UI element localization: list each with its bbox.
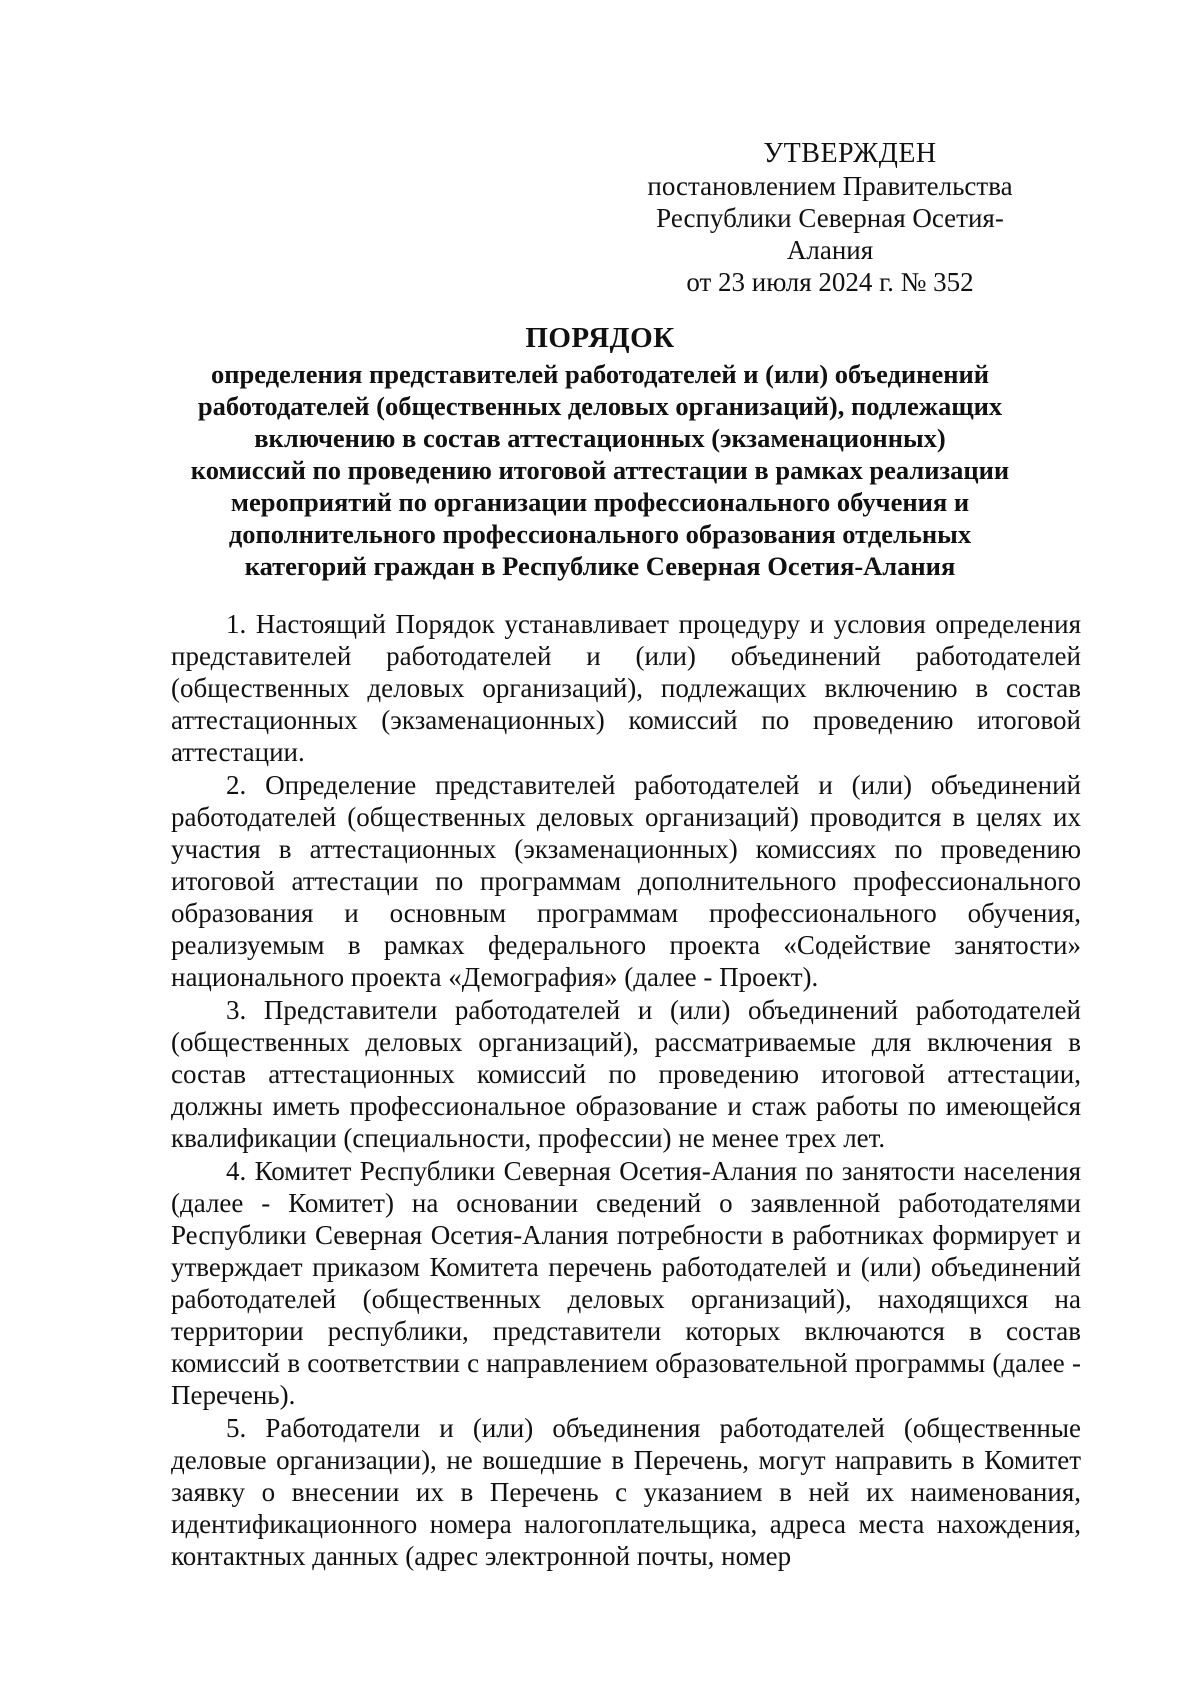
- paragraph-3: 3. Представители работодателей и (или) объединений работодателей (общественных деловых организаций), рассматриваемые для включения в состав аттестационных комиссий по проведению итоговой аттестации, должны иметь профессиональное образование и стаж работы по имеющейся квалификации (специальности, профессии) не менее трех лет.: [171, 995, 1081, 1153]
- subtitle-line: категорий граждан в Республике Северная Осетия-Алания: [244, 551, 956, 581]
- subtitle-line: комиссий по проведению итоговой аттестации в рамках реализации: [190, 455, 1010, 485]
- subtitle-line: дополнительного профессионального образования отдельных: [228, 519, 972, 549]
- paragraph-4: 4. Комитет Республики Северная Осетия-Алания по занятости населения (далее - Комитет) на основании сведений о заявленной работодателями Республики Северная Осетия-Алания потребности в работниках формирует и утверждает приказом Комитета перечень работодателей и (или) объединений работодателей (общественных деловых организаций), находящихся на территории республики, представители которых включаются в состав комиссий в соответствии с направлением образовательной программы (далее - Перечень).: [171, 1156, 1081, 1410]
- paragraph-2: 2. Определение представителей работодателей и (или) объединений работодателей (общественных деловых организаций) проводится в целях их участия в аттестационных (экзаменационных) комиссиях по проведению итоговой аттестации по программам дополнительного профессионального образования и основным программам профессионального обучения, реализуемым в рамках федерального проекта «Содействие занятости» национального проекта «Демография» (далее - Проект).: [171, 770, 1081, 992]
- document-body: [171, 608, 1081, 1572]
- approval-stamp-block: [620, 138, 1040, 298]
- document-title: ПОРЯДОК: [525, 322, 675, 354]
- approval-line-republic: Республики Северная Осетия-Алания: [656, 203, 1004, 265]
- document-subtitle: [160, 358, 1040, 582]
- paragraph-5: 5. Работодатели и (или) объединения работодателей (общественные деловые организации), не вошедшие в Перечень, могут направить в Комитет заявку о внесении их в Перечень с указанием в ней их наименования, идентификационного номера налогоплательщика, адреса места нахождения, контактных данных (адрес электронной почты, номер: [171, 1413, 1081, 1571]
- subtitle-line: включению в состав аттестационных (экзаменационных): [254, 423, 946, 453]
- approval-heading: УТВЕРЖДЕН: [763, 138, 937, 169]
- approval-line-date: от 23 июля 2024 г. № 352: [686, 267, 974, 297]
- document-title-block: [160, 318, 1040, 582]
- subtitle-line: работодателей (общественных деловых организаций), подлежащих: [197, 391, 1003, 421]
- subtitle-line: мероприятий по организации профессионального обучения и: [230, 487, 970, 517]
- subtitle-line: определения представителей работодателей и (или) объединений: [210, 359, 990, 389]
- paragraph-1: 1. Настоящий Порядок устанавливает процедуру и условия определения представителей работодателей и (или) объединений работодателей (общественных деловых организаций), подлежащих включению в состав аттестационных (экзаменационных) комиссий по проведению итоговой аттестации.: [171, 609, 1081, 767]
- approval-line-decree: постановлением Правительства: [647, 171, 1013, 201]
